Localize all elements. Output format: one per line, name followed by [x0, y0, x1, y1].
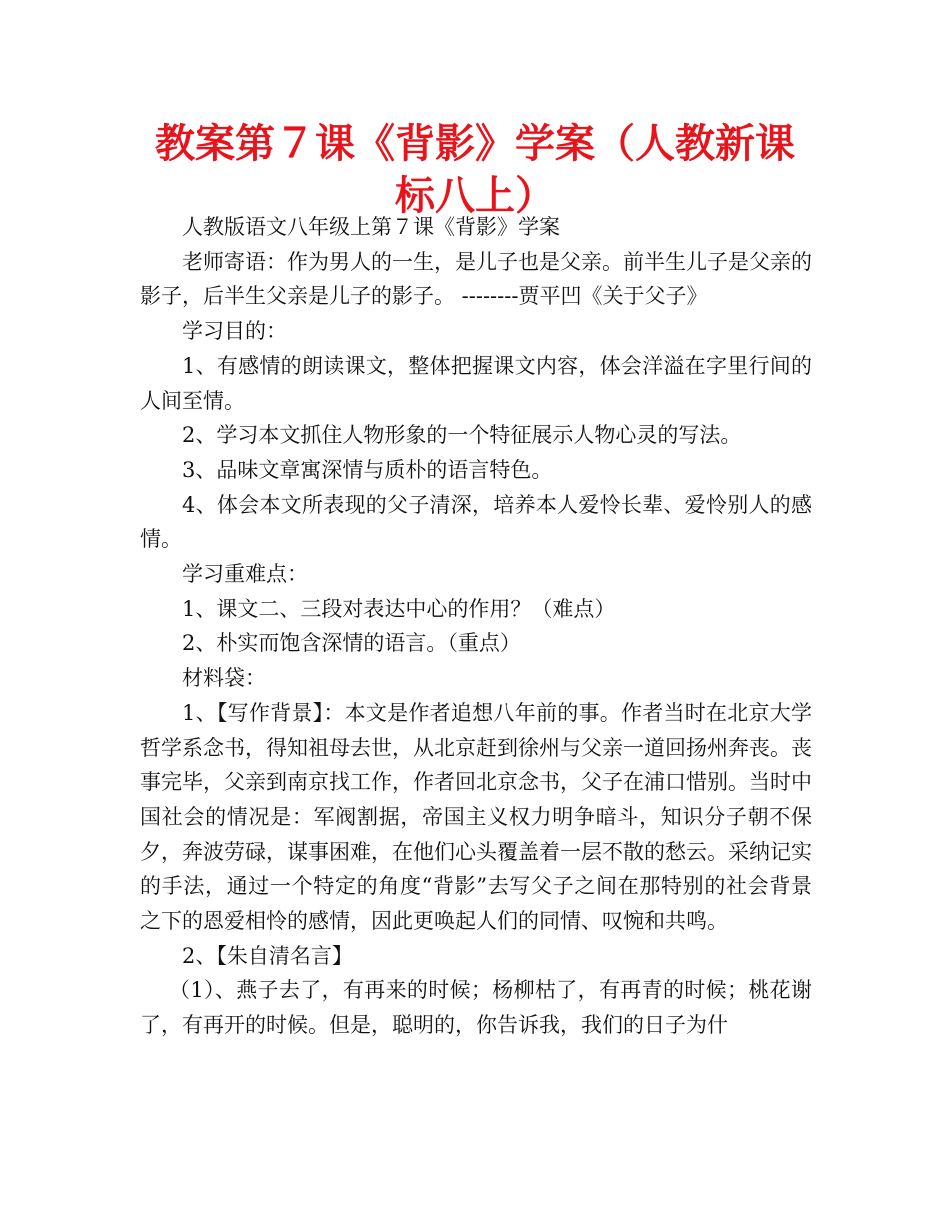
key-difficulty-item: 1、课文二、三段对表达中心的作用？（难点） — [182, 596, 616, 621]
key-difficulties-heading: 学习重难点： — [182, 562, 308, 587]
teacher-message-paragraph: 老师寄语：作为男人的一生，是儿子也是父亲。前半生儿子是父亲的影子，后半生父亲是儿子的影子。 --------贾平凹《关于父子》 — [140, 249, 812, 309]
learning-goal-item: 1、有感情的朗读课文，整体把握课文内容，体会洋溢在字里行间的人间至情。 — [140, 353, 812, 413]
key-difficulty-item: 2、朴实而饱含深情的语言。（重点） — [182, 631, 521, 656]
learning-goals-heading: 学习目的： — [182, 319, 287, 344]
document-body — [140, 210, 812, 1043]
learning-goal-item: 3、品味文章寓深情与质朴的语言特色。 — [182, 457, 553, 482]
learning-goal-item: 4、体会本文所表现的父子清深，培养本人爱怜长辈、爱怜别人的感情。 — [140, 492, 812, 552]
writing-background-paragraph: 1、【写作背景】：本文是作者追想八年前的事。作者当时在北京大学哲学系念书，得知祖母去世，从北京赶到徐州与父亲一道回扬州奔丧。丧事完毕，父亲到南京找工作，作者回北京念书，父子在浦口惜别。当时中国社会的情况是：军阀割据，帝国主义权力明争暗斗，知识分子朝不保夕，奔波劳碌，谋事困难，在他们心头覆盖着一层不散的愁云。采纳记实的手法，通过一个特定的角度“背影”去写父子之间在那特别的社会背景之下的恩爱相怜的感情，因此更唤起人们的同情、叹惋和共鸣。 — [140, 700, 812, 934]
document-title: 教案第７课《背影》学案（人教新课标八上） — [155, 121, 795, 219]
quote-paragraph: （1）、燕子去了，有再来的时候；杨柳枯了，有再青的时候；桃花谢了，有再开的时候。但是，聪明的，你告诉我，我们的日子为什 — [140, 978, 812, 1038]
subtitle-paragraph: 人教版语文八年级上第７课《背影》学案 — [182, 215, 560, 239]
materials-heading: 材料袋： — [182, 666, 266, 691]
learning-goal-item: 2、学习本文抓住人物形象的一个特征展示人物心灵的写法。 — [182, 423, 742, 448]
famous-quotes-heading: 2、【朱自清名言】 — [182, 943, 353, 968]
